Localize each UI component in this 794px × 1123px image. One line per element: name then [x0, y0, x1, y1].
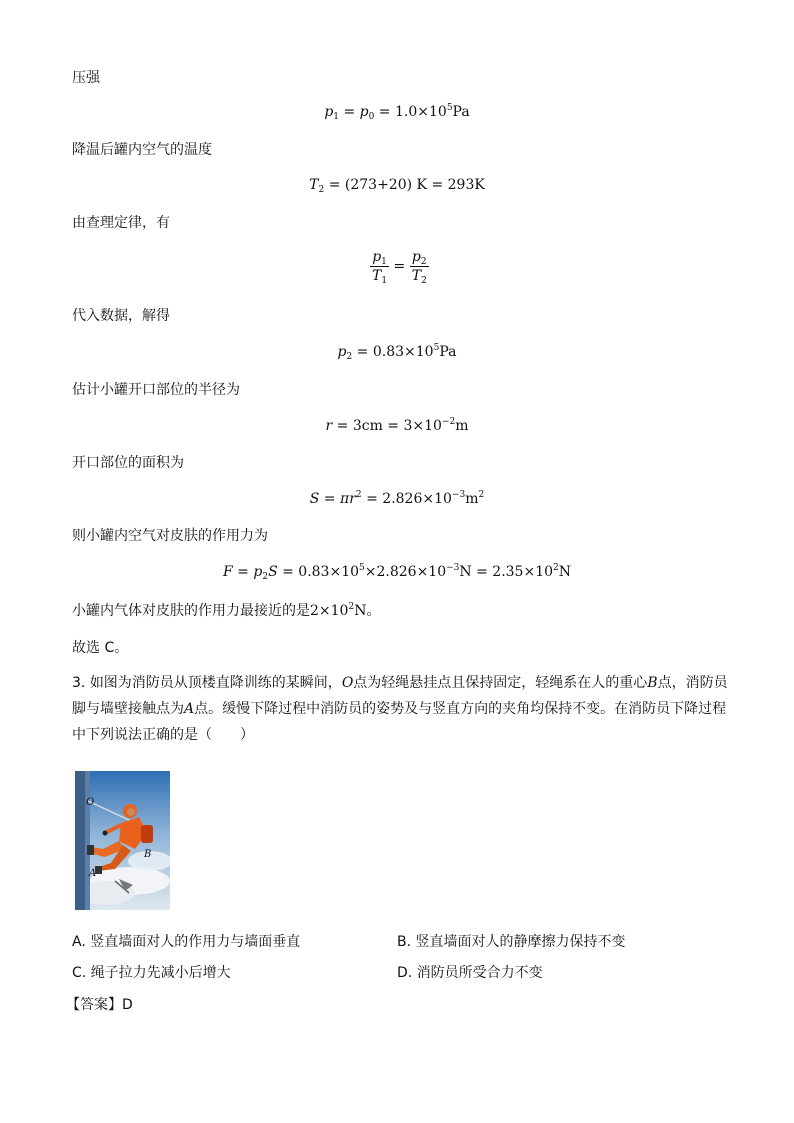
question-3: 3. 如图为消防员从顶楼直降训练的某瞬间，O点为轻绳悬挂点且保持固定，轻绳系在人的重心B点，消防员脚与墙壁接触点为A点。缓慢下降过程中消防员的姿势及与竖直方向的夹角均保持不变。在消防员下降过程中下列说法正确的是（ ） [72, 675, 728, 743]
option-d[interactable]: D. 消防员所受合力不变 [397, 965, 543, 981]
firefighter-illustration [75, 771, 170, 910]
figure-label-o: O [86, 797, 95, 808]
equation-radius: $r = 3cm = 3\times 10^{-2}m$ [325, 417, 469, 434]
figure-label-b: B [144, 849, 152, 860]
temperature-label: 降温后罐内空气的温度 [72, 142, 212, 158]
equation-charles-law: $\frac{p_1}{T_1}$ = $\frac{p_2}{T_2}$ [372, 249, 427, 286]
closest-statement: 小罐内气体对皮肤的作用力最接近的是$2\times 10^2N$。 [72, 602, 381, 619]
force-label: 则小罐内空气对皮肤的作用力为 [72, 528, 268, 544]
equation-area: $S = \pi r^2 = 2.826\times 10^{-3}m^2$ [309, 490, 485, 507]
figure-label-a: A [89, 868, 97, 879]
firefighter-photo [75, 771, 170, 910]
radius-label: 估计小罐开口部位的半径为 [72, 382, 240, 398]
equation-p1: $p_1 = p_0 = 1.0\times 10^5Pa$ [324, 103, 470, 122]
equation-p2: $p_2 = 0.83\times 10^5Pa$ [337, 343, 457, 362]
area-label: 开口部位的面积为 [72, 455, 184, 471]
option-c[interactable]: C. 绳子拉力先减小后增大 [72, 965, 231, 981]
charles-law-label: 由查理定律，有 [72, 215, 170, 231]
equation-t2: $T_2 = (273+20) K = 293K$ [309, 177, 485, 195]
answer-line: 【答案】D [66, 997, 133, 1013]
substitute-label: 代入数据，解得 [72, 308, 170, 324]
choose-c: 故选 C。 [72, 640, 129, 656]
option-a[interactable]: A. 竖直墙面对人的作用力与墙面垂直 [72, 934, 301, 950]
pressure-label: 压强 [72, 70, 100, 86]
equation-force: $F = p_2S = 0.83\times 10^5\times 2.826\times 10^{-3}N = 2.35\times 10^2N$ [223, 563, 571, 582]
option-b[interactable]: B. 竖直墙面对人的静摩擦力保持不变 [397, 934, 626, 950]
